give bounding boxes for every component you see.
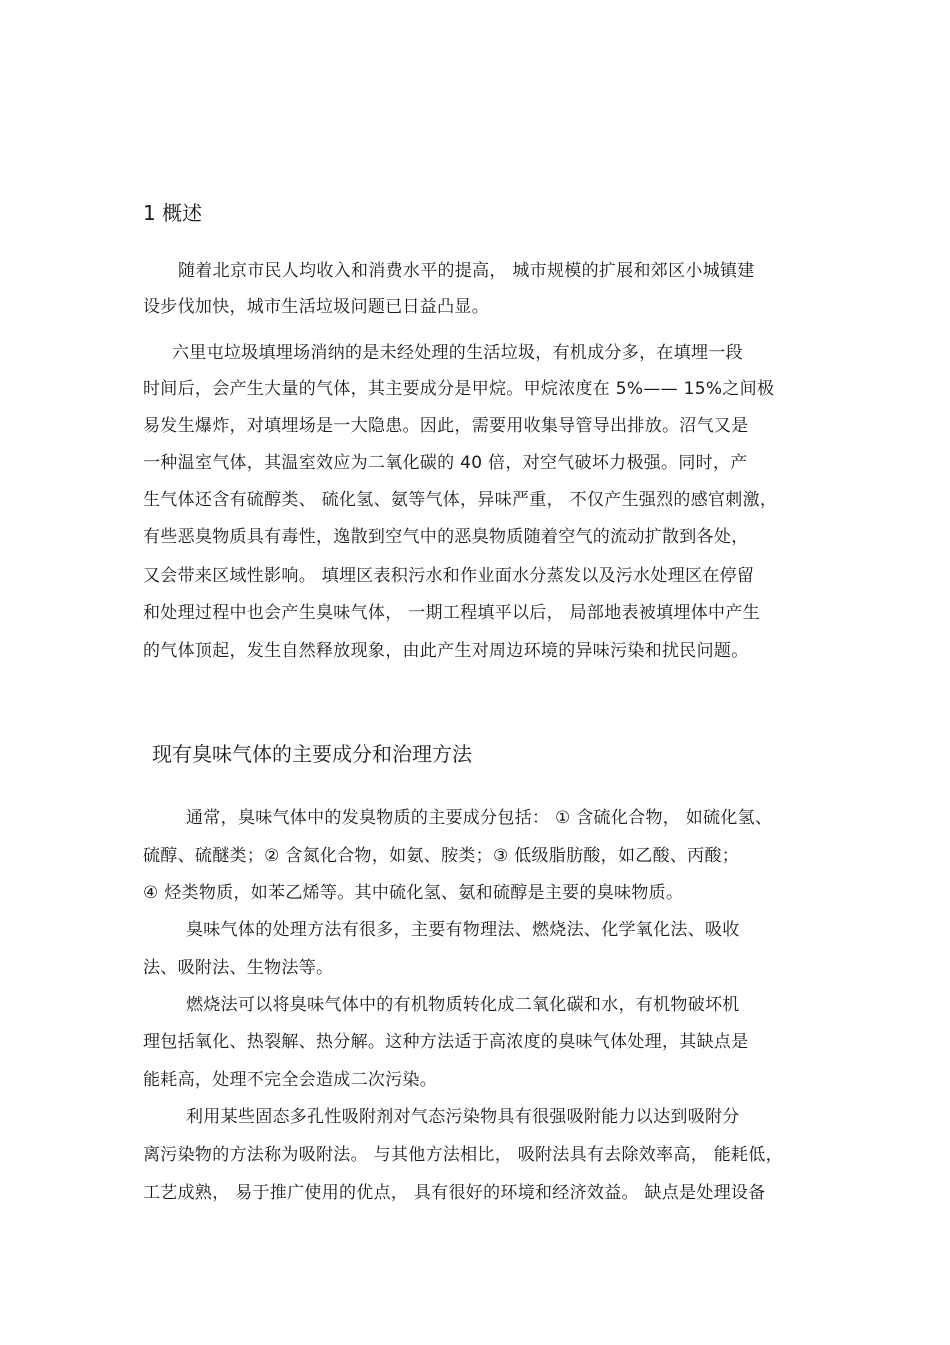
paragraph-line: 时间后，会产生大量的气体，其主要成分是甲烷。甲烷浓度在 5%—— 15%之间极 [143,379,775,399]
paragraph-line: 六里屯垃圾填埋场消纳的是未经处理的生活垃圾，有机成分多，在填埋一段 [172,343,743,363]
paragraph-line: 理包括氧化、热裂解、热分解。这种方法适于高浓度的臭味气体处理，其缺点是 [143,1032,749,1052]
paragraph-line: 工艺成熟， 易于推广使用的优点， 具有很好的环境和经济效益。 缺点是处理设备 [143,1183,766,1203]
paragraph-line: 燃烧法可以将臭味气体中的有机物质转化成二氧化碳和水，有机物破坏机 [186,995,740,1015]
paragraph-line: 的气体顶起，发生自然释放现象，由此产生对周边环境的异味污染和扰民问题。 [143,641,749,661]
paragraph-line: 能耗高，处理不完全会造成二次污染。 [143,1070,438,1090]
paragraph-line: 易发生爆炸，对填埋场是一大隐患。因此，需要用收集导管导出排放。沼气又是 [143,416,749,436]
paragraph-line: 又会带来区域性影响。 填埋区表积污水和作业面水分蒸发以及污水处理区在停留 [143,566,755,586]
paragraph-line: 生气体还含有硫醇类、 硫化氢、氨等气体，异味严重， 不仅产生强烈的感官刺激， [143,490,778,510]
paragraph-line: 离污染物的方法称为吸附法。 与其他方法相比， 吸附法具有去除效率高， 能耗低， [143,1145,783,1165]
paragraph-line: 通常，臭味气体中的发臭物质的主要成分包括： ① 含硫化合物， 如硫化氢、 [186,808,773,828]
paragraph-line: 硫醇、硫醚类；② 含氮化合物，如氨、胺类；③ 低级脂肪酸，如乙酸、丙酸； [143,846,740,866]
paragraph-line: 法、吸附法、生物法等。 [143,958,334,978]
paragraph-line: 利用某些固态多孔性吸附剂对气态污染物具有很强吸附能力以达到吸附分 [186,1107,740,1127]
paragraph-line: 设步伐加快，城市生活垃圾问题已日益凸显。 [143,297,489,317]
paragraph-line: 臭味气体的处理方法有很多，主要有物理法、燃烧法、化学氧化法、吸收 [186,920,740,940]
section-heading-overview: 1 概述 [143,201,203,225]
paragraph-line: ④ 烃类物质，如苯乙烯等。其中硫化氢、氨和硫醇是主要的臭味物质。 [143,883,684,903]
paragraph-line: 随着北京市民人均收入和消费水平的提高， 城市规模的扩展和郊区小城镇建 [178,261,755,281]
paragraph-line: 有些恶臭物质具有毒性，逸散到空气中的恶臭物质随着空气的流动扩散到各处， [143,527,749,547]
paragraph-line: 一种温室气体，其温室效应为二氧化碳的 40 倍，对空气破坏力极强。同时，产 [143,453,748,473]
section-heading-odor-gas: 现有臭味气体的主要成分和治理方法 [152,742,472,766]
paragraph-line: 和处理过程中也会产生臭味气体， 一期工程填平以后， 局部地表被填埋体中产生 [143,603,760,623]
